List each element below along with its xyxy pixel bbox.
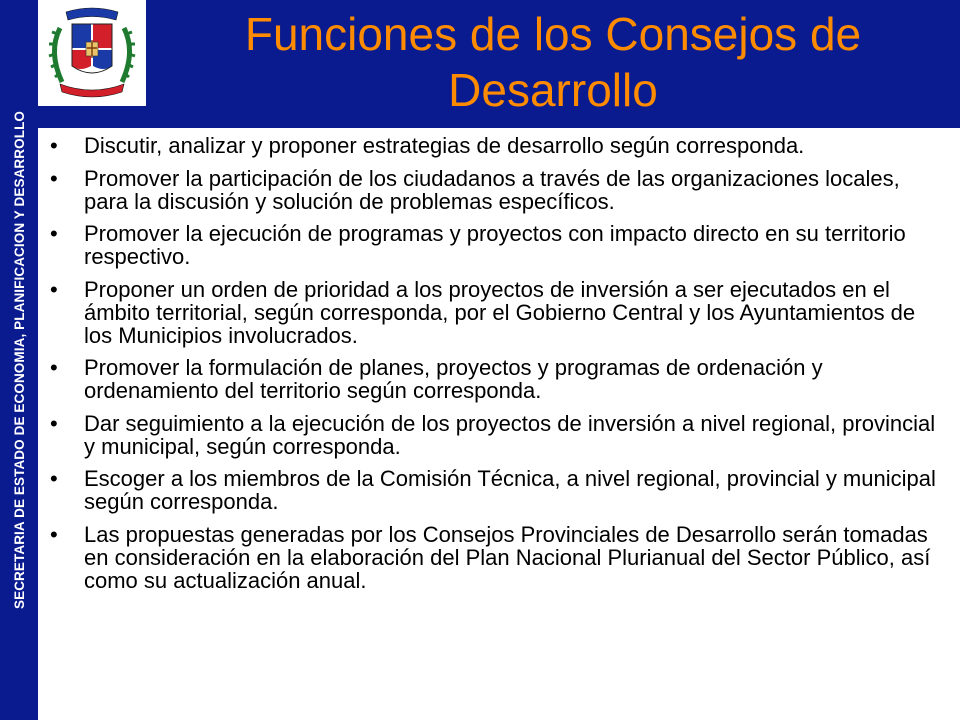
list-item: • Las propuestas generadas por los Consejos Provinciales de Desarrollo serán tomadas en consideración en la elaboración del Plan Nacional Plurianual del Sector Público, así como su actualización anual. (44, 523, 944, 592)
list-item: • Dar seguimiento a la ejecución de los proyectos de inversión a nivel regional, provincial y municipal, según corresponda. (44, 412, 944, 458)
list-item: • Discutir, analizar y proponer estrategias de desarrollo según corresponda. (44, 134, 944, 157)
list-item: • Proponer un orden de prioridad a los proyectos de inversión a ser ejecutados en el ámbito territorial, según corresponda, por el Gobierno Central y los Ayuntamientos de los Municipios involucrados. (44, 278, 944, 347)
bullet-list (44, 134, 944, 601)
slide-title: Funciones de los Consejos de Desarrollo (244, 8, 862, 116)
list-item: • Promover la ejecución de programas y proyectos con impacto directo en su territorio respectivo. (44, 222, 944, 268)
list-item: • Promover la formulación de planes, proyectos y programas de ordenación y ordenamiento del territorio según corresponda. (44, 356, 944, 402)
dominican-coat-of-arms-icon (38, 0, 146, 106)
left-vertical-bar (0, 0, 38, 720)
list-item: • Escoger a los miembros de la Comisión Técnica, a nivel regional, provincial y municipal según corresponda. (44, 467, 944, 513)
list-item: • Promover la participación de los ciudadanos a través de las organizaciones locales, para la discusión y solución de problemas específicos. (44, 167, 944, 213)
logo-box (38, 0, 146, 106)
sidebar-ministry-name: SECRETARIA DE ESTADO DE ECONOMIA, PLANIFICACION Y DESARROLLO (11, 110, 27, 610)
